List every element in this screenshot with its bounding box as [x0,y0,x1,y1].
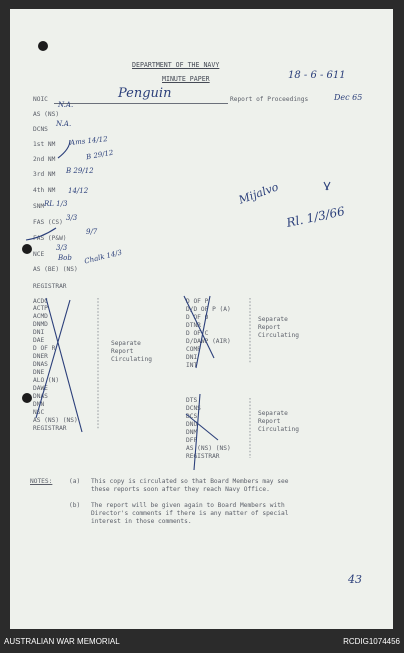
distribution-item: D/DAWP (AIR) [186,338,231,345]
distribution-item: D OF P [186,298,209,305]
distribution-item: DNAS [33,393,48,400]
distribution-item: AS (NS) (NS) [186,445,231,452]
separate-note: Report [111,348,134,355]
distribution-item: DAWE [33,385,48,392]
department-title: DEPARTMENT OF THE NAVY [132,61,220,69]
initial-mark: Bob [58,254,72,262]
separate-note: Report [258,418,281,425]
underline-stroke [26,228,56,240]
list-item: 4th NM [33,187,56,194]
handwritten-signature-date: Rl. 1/3/66 [285,204,346,230]
initial-mark: N.A. [58,101,74,109]
distribution-item: DTNR [186,322,201,329]
distribution-item: D OF O [186,314,209,321]
note-marker: (a) [69,478,81,485]
handwritten-signature: Mijalvo [237,180,281,207]
separate-note: Separate [111,340,141,347]
note-marker: (b) [69,502,81,509]
initial-mark: B 29/12 [85,148,115,162]
handwritten-month: Dec 65 [334,93,363,102]
list-item: AS (NS) [33,111,60,118]
distribution-item: DNM [186,429,198,436]
separate-note: Separate [258,410,288,417]
initial-mark: B 29/12 [66,167,94,175]
distribution-item: DAE [33,337,45,344]
minute-paper-title: MINUTE PAPER [162,75,210,83]
initial-mark: 3/3 [66,214,78,222]
cross-out-stroke [196,296,210,368]
cross-out-stroke [194,394,200,470]
note-line: This copy is circulated so that Board Members may see [91,478,289,485]
footer-bar [0,631,404,653]
notes-label: NOTES: [30,478,53,485]
handwritten-date: 18 - 6 - 611 [288,70,346,81]
list-item: SNM [33,203,45,210]
separate-note: Separate [258,316,288,323]
footer-id: RCDIG1074456 [343,637,400,646]
distribution-item: ACMD [33,313,48,320]
list-item: AS (BE) (NS) [33,266,78,273]
list-item: DCNS [33,126,48,133]
distribution-item: ACTP [33,305,48,312]
note-line: Director's comments if there is any matter of special [91,510,289,517]
distribution-item: DTS [186,397,198,404]
initial-mark: 14/12 [68,187,89,195]
distribution-item: D OF R [33,345,56,352]
initial-mark: RL 1/3 [44,200,68,208]
distribution-item: DNI [33,329,45,336]
initial-mark: Chalk 14/3 [83,248,123,266]
separate-note: Circulating [258,426,299,433]
distribution-item: DNI [186,354,198,361]
distribution-item: ACDC [33,298,48,305]
list-item: NCE [33,251,45,258]
handwritten-ship: Penguin [118,86,172,101]
initial-mark: N.A. [56,120,72,128]
distribution-item: DNMD [33,321,48,328]
list-item: FAS (CS) [33,219,63,226]
distribution-item: DNE [33,369,45,376]
note-line: interest in those comments. [91,518,192,525]
distribution-item: DNAS [33,361,48,368]
distribution-item: REGISTRAR [33,425,67,432]
noic-label: NOIC [33,96,48,103]
distribution-item: COMP [186,346,201,353]
distribution-item: NSC [33,409,45,416]
separate-note: Report [258,324,281,331]
initial-mark: 3/3 [56,244,68,252]
cross-out-stroke [184,296,214,358]
footer-source: AUSTRALIAN WAR MEMORIAL [4,637,120,646]
list-item: 3rd NM [33,171,56,178]
check-mark [324,182,330,190]
handwritten-page-number: 43 [348,573,362,586]
report-label: Report of Proceedings [230,96,309,103]
list-item: FAS (P&W) [33,235,67,242]
distribution-item: ALO (N) [33,377,60,384]
distribution-item: DFP [186,437,198,444]
distribution-item: DCNS [186,405,201,412]
separate-note: Circulating [111,356,152,363]
initial-mark: Ams 14/12 [69,135,109,147]
initial-mark: 9/7 [86,228,98,236]
distribution-item: DNU [186,421,198,428]
distribution-item: DCS [186,413,198,420]
list-item: 1st NM [33,141,56,148]
distribution-item: D OF C [186,330,209,337]
cross-out-stroke [186,414,218,440]
distribution-item: DNN [33,401,45,408]
list-item: 2nd NM [33,156,56,163]
underline-stroke [58,140,70,158]
note-line: The report will be given again to Board Members with [91,502,285,509]
separate-note: Circulating [258,332,299,339]
distribution-item: DNER [33,353,48,360]
distribution-item: AS (NS) (NS) [33,417,78,424]
note-line: these reports soon after they reach Navy Office. [91,486,270,493]
cross-out-stroke [36,300,70,418]
distribution-item: INT [186,362,198,369]
distribution-item: REGISTRAR [186,453,220,460]
registrar-label: REGISTRAR [33,283,67,290]
distribution-item: D/D OF P (A) [186,306,231,313]
